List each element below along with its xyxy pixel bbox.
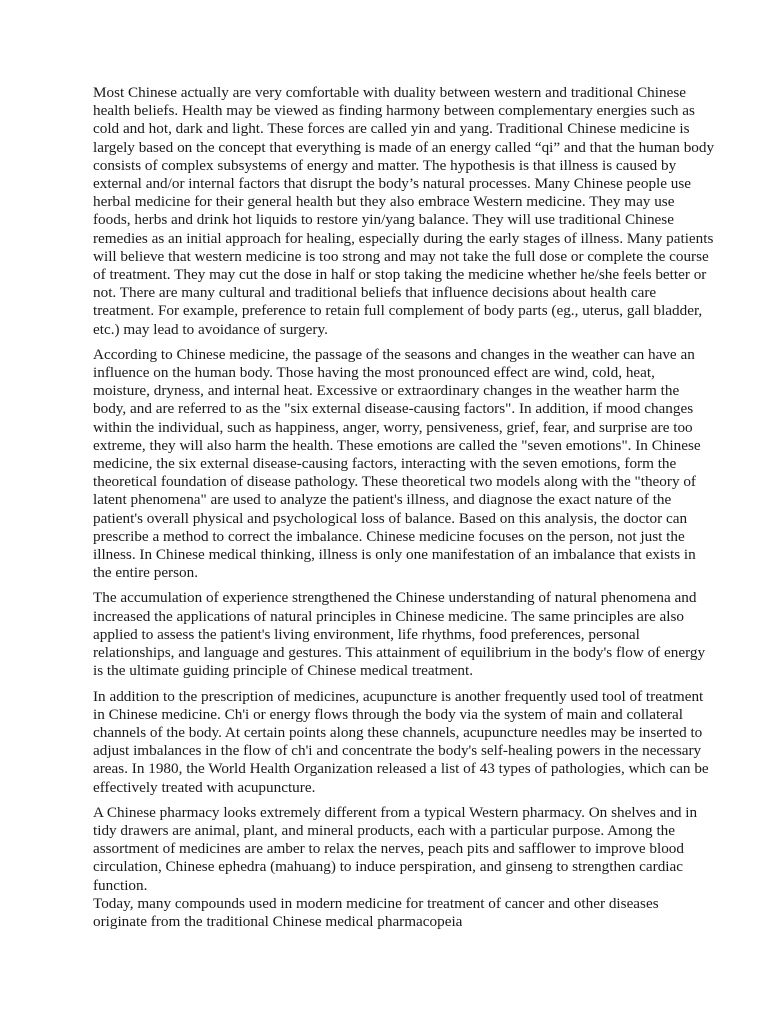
paragraph-modern-compounds: Today, many compounds used in modern medicine for treatment of cancer and other diseases originate from the traditional Chinese medical pharmacopeia xyxy=(93,894,659,930)
paragraph-duality-health-beliefs: Most Chinese actually are very comfortable with duality between western and traditional Chinese health beliefs. Health may be viewed as finding harmony between complementary energies such as cold and hot, dark and light. These forces are called yin and yang. Traditional Chinese medicine is largely based on the concept that everything is made of an energy called “qi” and that the human body consists of complex subsystems of energy and matter. The hypothesis is that illness is caused by external and/or internal factors that disrupt the body’s natural processes. Many Chinese people use herbal medicine for their general health but they also embrace Western medicine. They may use foods, herbs and drink hot liquids to restore yin/yang balance. They will use traditional Chinese remedies as an initial approach for healing, especially during the early stages of illness. Many patients will believe that western medicine is too strong and may not take the full dose or complete the course of treatment. They may cut the dose in half or stop taking the medicine whether he/she feels better or not. There are many cultural and traditional beliefs that influence decisions about health care treatment. For example, preference to retain full complement of body parts (eg., uterus, gall bladder, etc.) may lead to avoidance of surgery. xyxy=(93,84,715,338)
document-body xyxy=(93,84,715,938)
paragraph-chinese-pharmacy: A Chinese pharmacy looks extremely different from a typical Western pharmacy. On shelves and in tidy drawers are animal, plant, and mineral products, each with a particular purpose. Among the assortment of medicines are amber to relax the nerves, peach pits and safflower to improve blood circulation, Chinese ephedra (mahuang) to induce perspiration, and ginseng to strengthen cardiac function. xyxy=(93,803,698,894)
paragraph-acupuncture: In addition to the prescription of medicines, acupuncture is another frequently used tool of treatment in Chinese medicine. Ch'i or energy flows through the body via the system of main and collateral channels of the body. At certain points along these channels, acupuncture needles may be inserted to adjust imbalances in the flow of ch'i and concentrate the body's self-healing powers in the necessary areas. In 1980, the World Health Organization released a list of 43 types of pathologies, which can be effectively treated with acupuncture. xyxy=(93,687,709,796)
paragraph-natural-principles: The accumulation of experience strengthened the Chinese understanding of natural phenomena and increased the applications of natural principles in Chinese medicine. The same principles are also applied to assess the patient's living environment, life rhythms, food preferences, personal relationships, and language and gestures. This attainment of equilibrium in the body's flow of energy is the ultimate guiding principle of Chinese medical treatment. xyxy=(93,589,706,680)
paragraph-seasons-weather: According to Chinese medicine, the passage of the seasons and changes in the weather can have an influence on the human body. Those having the most pronounced effect are wind, cold, heat, moisture, dryness, and internal heat. Excessive or extraordinary changes in the weather harm the body, and are referred to as the "six external disease-causing factors". In addition, if mood changes within the individual, such as happiness, anger, worry, pensiveness, grief, fear, and surprise are too extreme, they will also harm the health. These emotions are called the "seven emotions". In Chinese medicine, the six external disease-causing factors, interacting with the seven emotions, form the theoretical foundation of disease pathology. These theoretical two models along with the "theory of latent phenomena" are used to analyze the patient's illness, and diagnose the exact nature of the patient's overall physical and psychological loss of balance. Based on this analysis, the doctor can prescribe a method to correct the imbalance. Chinese medicine focuses on the person, not just the illness. In Chinese medical thinking, illness is only one manifestation of an imbalance that exists in the entire person. xyxy=(93,345,701,582)
